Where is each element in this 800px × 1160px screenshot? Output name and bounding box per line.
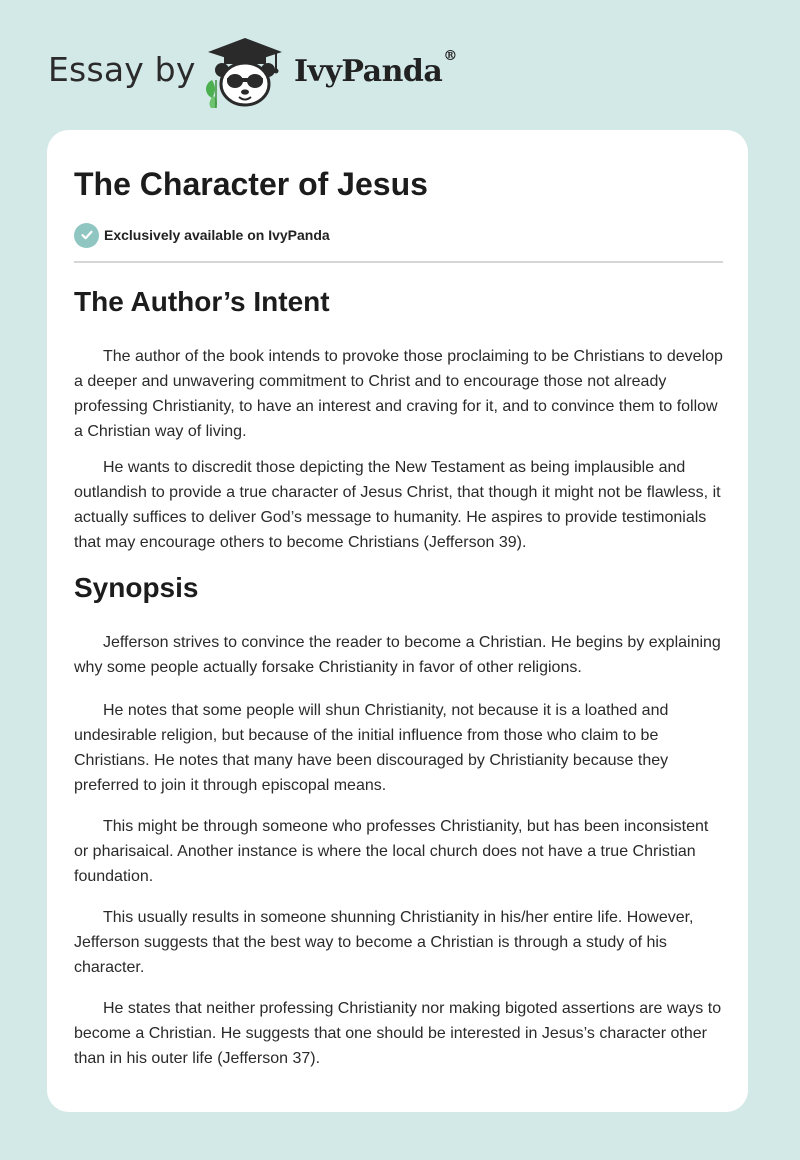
registered-mark: ® — [443, 48, 457, 64]
badge-text: Exclusively available on IvyPanda — [104, 227, 330, 243]
panda-logo-icon[interactable] — [202, 36, 288, 108]
site-header — [48, 36, 548, 108]
exclusive-badge — [74, 222, 330, 248]
paragraph: Jefferson strives to convince the reader to become a Christian. He begins by explaining why some people actually forsake Christianity in favor of other religions. — [74, 634, 721, 676]
essay-card — [47, 130, 748, 1112]
brand-name[interactable] — [294, 48, 457, 89]
brand-text: IvyPanda — [294, 54, 443, 89]
essay-title: The Character of Jesus — [74, 166, 428, 202]
essay-by-label: Essay by — [48, 50, 196, 89]
section-heading: The Author’s Intent — [74, 286, 330, 317]
paragraph: He states that neither professing Christianity nor making bigoted assertions are ways to become a Christian. He suggests that one should be interested in Jesus’s character other than in his outer life (Jefferson 37). — [74, 1000, 722, 1067]
paragraph: He wants to discredit those depicting the New Testament as being implausible and outlandish to provide a true character of Jesus Christ, that though it might not be flawless, it actually suffices to deliver God’s message to humanity. He aspires to provide testimonials that may encourage others to become Christians (Jefferson 39). — [74, 459, 721, 551]
paragraph: This usually results in someone shunning Christianity in his/her entire life. However, Jefferson suggests that the best way to become a Christian is through a study of his character. — [74, 909, 694, 976]
paragraph: This might be through someone who professes Christianity, but has been inconsistent or pharisaical. Another instance is where the local church does not have a true Christian foundation. — [74, 818, 709, 885]
essay-body — [74, 285, 726, 1071]
paragraph: The author of the book intends to provoke those proclaiming to be Christians to develop a deeper and unwavering commitment to Christ and to encourage those not already professing Christianity, to have an interest and craving for it, and to convince them to follow a Christian way of living. — [74, 348, 723, 440]
paragraph: He notes that some people will shun Christianity, not because it is a loathed and undesirable religion, but because of the initial influence from those who claim to be Christians. He notes that many have been discouraged by Christianity because they preferred to join it through episcopal means. — [74, 702, 669, 794]
section-heading: Synopsis — [74, 572, 199, 603]
check-circle-icon — [74, 223, 99, 248]
title-divider — [74, 261, 723, 263]
